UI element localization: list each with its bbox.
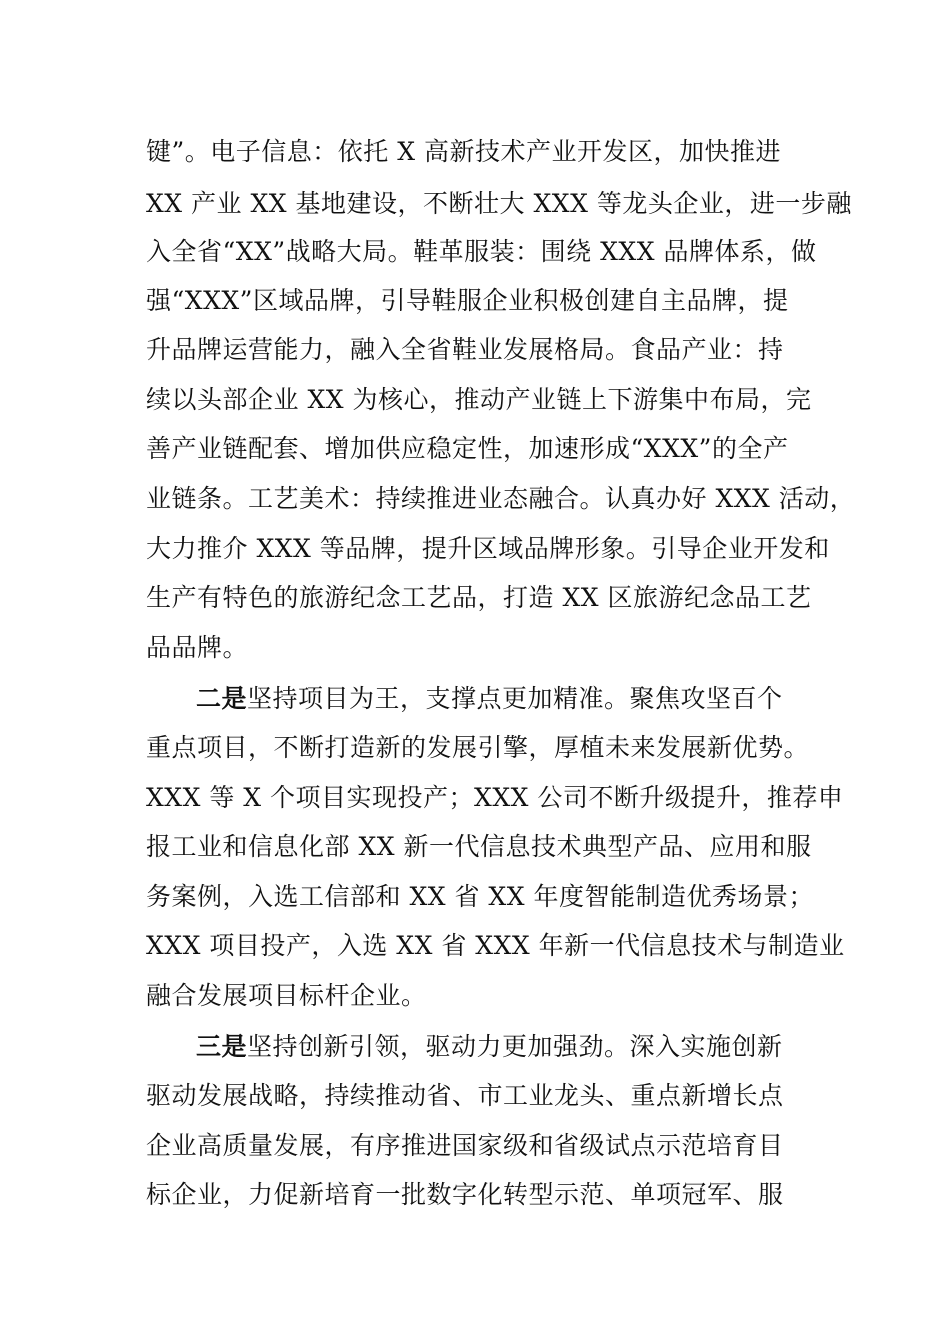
paragraph-3-line-1 [196, 1024, 783, 1070]
paragraph-1-line-10: 生产有特色的旅游纪念工艺品，打造 XX 区旅游纪念品工艺 [146, 583, 812, 612]
paragraph-1-line-2: XX 产业 XX 基地建设，不断壮大 XXX 等龙头企业，进一步融 [146, 189, 852, 218]
paragraph-2-line-5: 务案例，入选工信部和 XX 省 XX 年度智能制造优秀场景； [146, 882, 814, 911]
paragraph-3-line-2: 驱动发展战略，持续推动省、市工业龙头、重点新增长点 [146, 1081, 784, 1110]
paragraph-2-lead: 二是 [196, 684, 248, 713]
paragraph-3-line-1-text: 坚持创新引领，驱动力更加强劲。深入实施创新 [247, 1032, 783, 1061]
paragraph-2-line-3: XXX 等 X 个项目实现投产；XXX 公司不断升级提升，推荐申 [146, 783, 844, 812]
paragraph-1-line-1: 键”。电子信息：依托 X 高新技术产业开发区，加快推进 [146, 137, 781, 166]
paragraph-3-line-4: 标企业，力促新培育一批数字化转型示范、单项冠军、服 [146, 1180, 784, 1209]
paragraph-2-line-6: XXX 项目投产，入选 XX 省 XXX 年新一代信息技术与制造业 [146, 931, 845, 960]
paragraph-2-line-1 [196, 676, 783, 722]
paragraph-1-line-9: 大力推介 XXX 等品牌，提升区域品牌形象。引导企业开发和 [146, 534, 830, 563]
paragraph-1-line-7: 善产业链配套、增加供应稳定性，加速形成“XXX”的全产 [146, 434, 789, 463]
paragraph-1-line-5: 升品牌运营能力，融入全省鞋业发展格局。食品产业：持 [146, 335, 784, 364]
paragraph-2-line-7: 融合发展项目标杆企业。 [146, 981, 427, 1010]
paragraph-1-line-3: 入全省“XX”战略大局。鞋革服装：围绕 XXX 品牌体系，做 [146, 237, 817, 266]
paragraph-1-line-4: 强“XXX”区域品牌，引导鞋服企业积极创建自主品牌，提 [146, 286, 789, 315]
paragraph-1-line-8: 业链条。工艺美术：持续推进业态融合。认真办好 XXX 活动， [146, 484, 856, 513]
paragraph-1-line-11: 品品牌。 [146, 633, 249, 662]
paragraph-3-lead: 三是 [196, 1032, 248, 1061]
paragraph-1-line-6: 续以头部企业 XX 为核心，推动产业链上下游集中布局，完 [146, 385, 812, 414]
paragraph-2-line-2: 重点项目，不断打造新的发展引擎，厚植未来发展新优势。 [146, 733, 810, 762]
paragraph-2-line-1-text: 坚持项目为王，支撑点更加精准。聚焦攻坚百个 [247, 684, 783, 713]
paragraph-3-line-3: 企业高质量发展，有序推进国家级和省级试点示范培育目 [146, 1131, 784, 1160]
paragraph-2-line-4: 报工业和信息化部 XX 新一代信息技术典型产品、应用和服 [146, 832, 812, 861]
